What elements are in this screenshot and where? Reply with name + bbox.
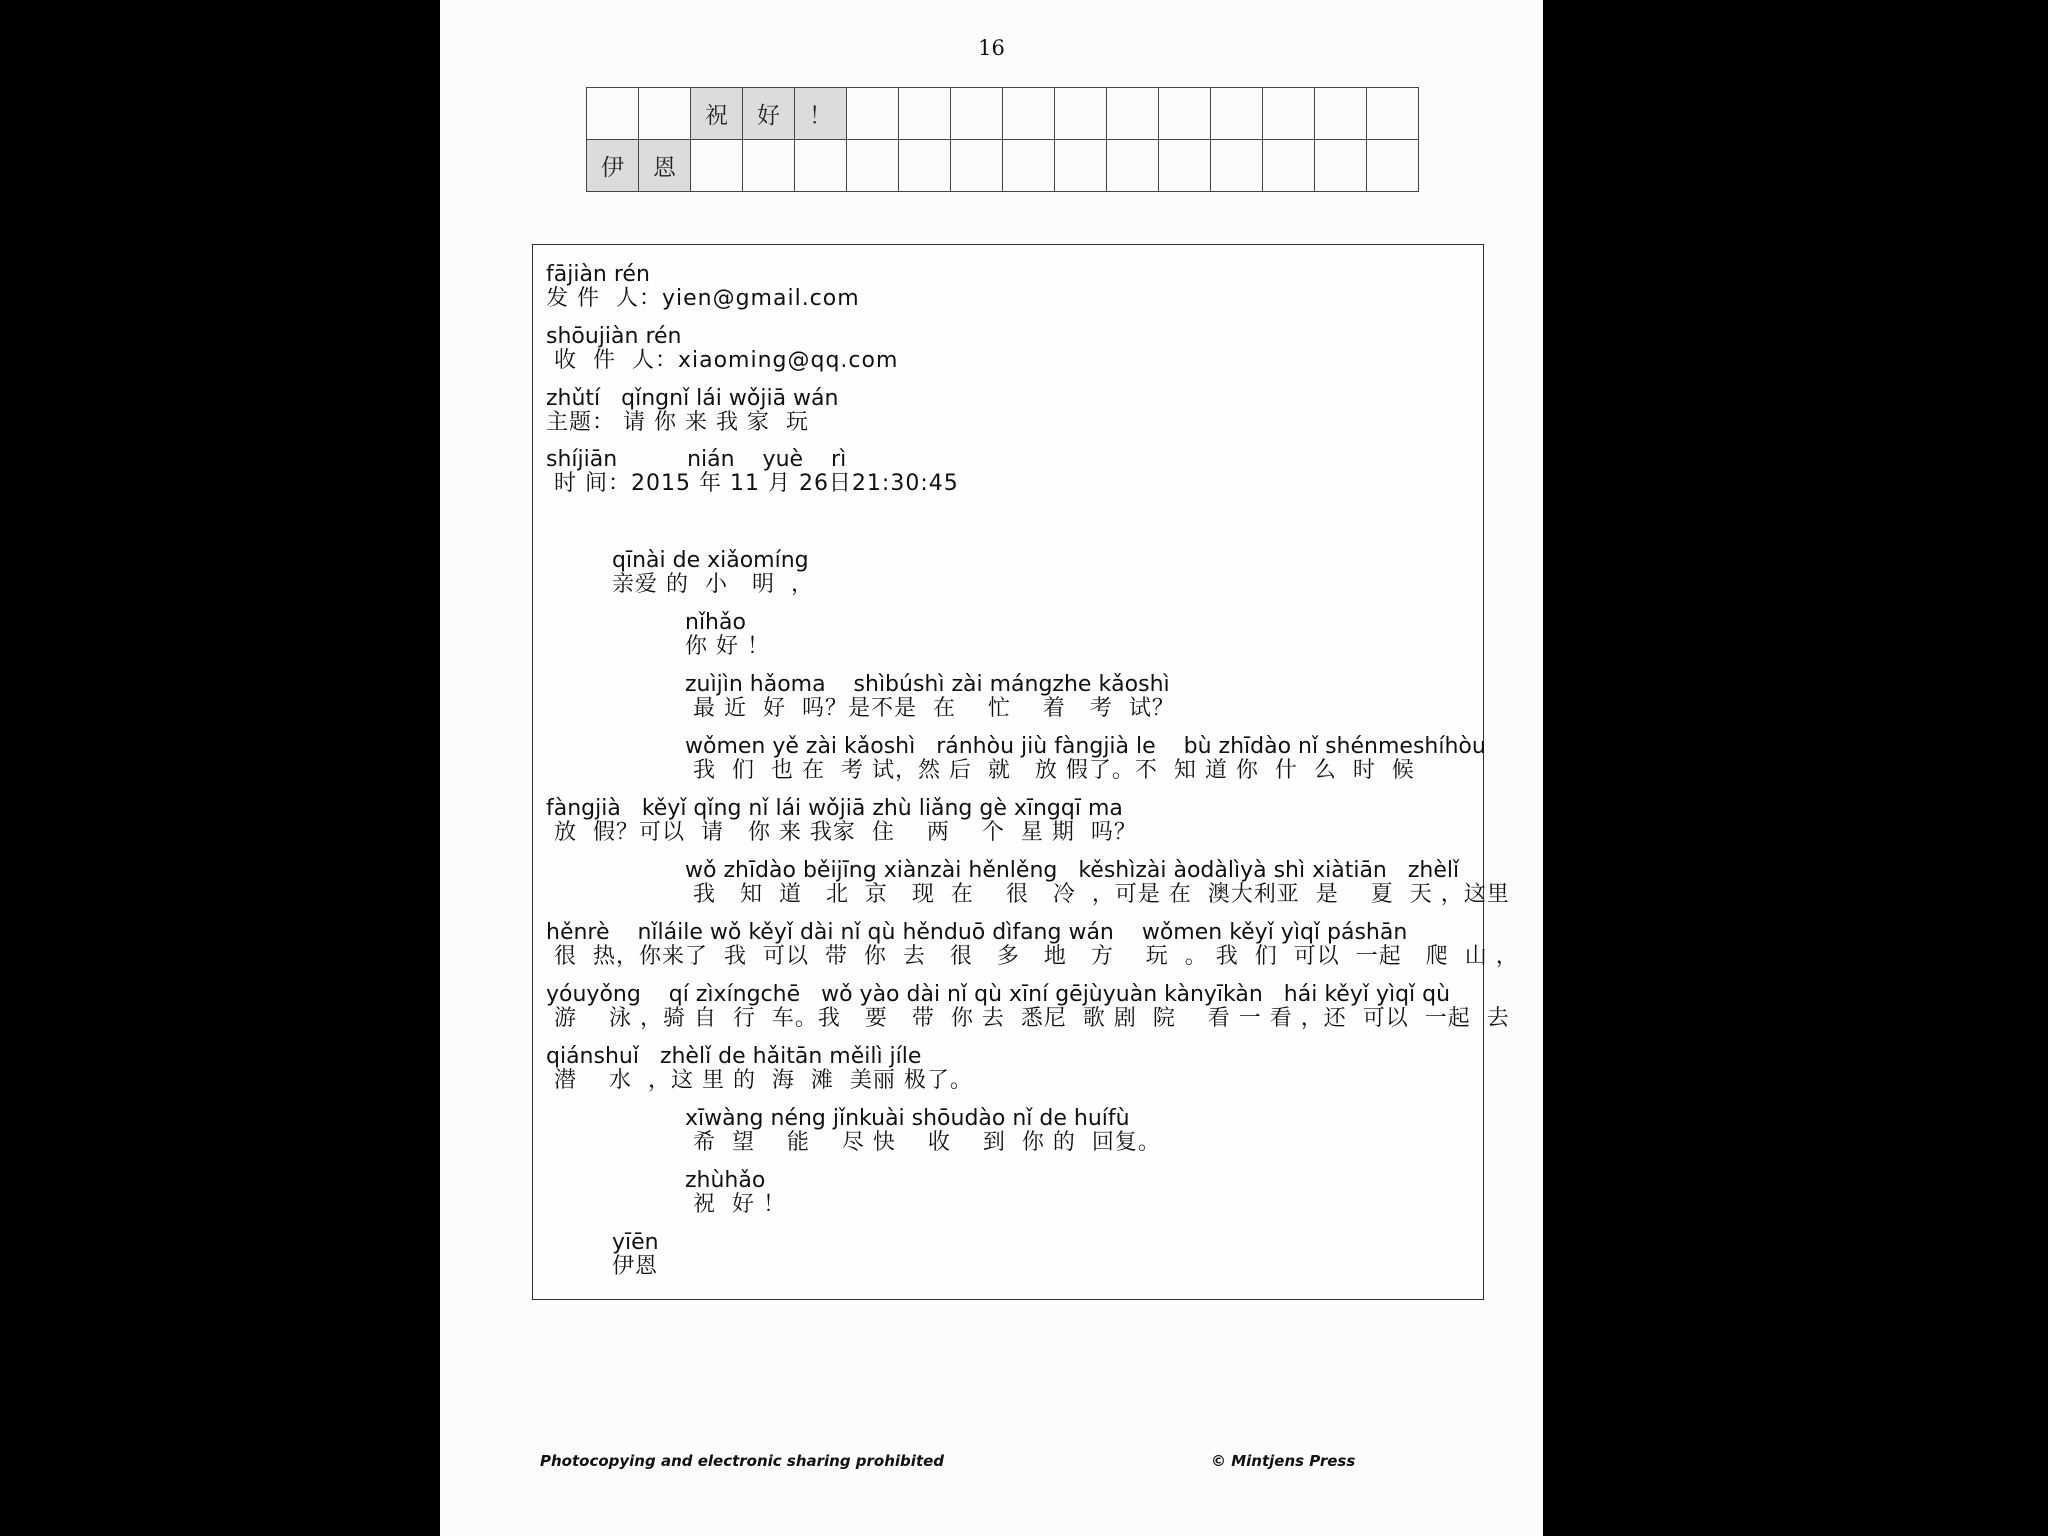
grid-cell — [1107, 140, 1159, 192]
grid-cell — [795, 140, 847, 192]
pinyin-line: yīēn — [612, 1230, 659, 1255]
grid-cell — [1055, 140, 1107, 192]
pinyin-line: hěnrè nǐláile wǒ kěyǐ dài nǐ qù hěnduō dìfang wán wǒmen kěyǐ yìqǐ páshān — [546, 920, 1408, 945]
grid-cell — [691, 140, 743, 192]
grid-cell — [1003, 88, 1055, 140]
grid-cell: 伊 — [587, 140, 639, 192]
text-line: 游 泳 ，骑 自 行 车。我 要 带 你 去 悉尼 歌 剧 院 看 一 看 ，还 可以 一起 去 — [546, 1006, 1510, 1031]
pinyin-line: wǒ zhīdào běijīng xiànzài hěnlěng kěshìzài àodàlìyà shì xiàtiān zhèlǐ — [685, 858, 1460, 883]
grid-cell — [951, 140, 1003, 192]
sender-line: 发 件 人：yien@gmail.com — [546, 286, 860, 311]
grid-cell — [1211, 88, 1263, 140]
text-line: 最 近 好 吗？是不是 在 忙 着 考 试？ — [685, 696, 1175, 721]
pinyin-line: shōujiàn rén — [546, 324, 682, 349]
email-box — [532, 244, 1519, 1300]
pinyin-line: zuìjìn hǎoma shìbúshì zài mángzhe kǎoshì — [685, 672, 1170, 697]
document-page — [440, 0, 1543, 1536]
grid-cell — [899, 140, 951, 192]
pinyin-line: fājiàn rén — [546, 262, 650, 287]
closing-line: 祝 好 ！ — [685, 1192, 786, 1217]
grid-cell — [639, 88, 691, 140]
text-line: 你 好 ！ — [685, 634, 770, 659]
text-line: 很 热，你来了 我 可以 带 你 去 很 多 地 方 玩 。 我 们 可以 一起 爬 山 ， — [546, 944, 1519, 969]
grid-cell — [1003, 140, 1055, 192]
grid-cell: 好 — [743, 88, 795, 140]
grid-cell — [1263, 140, 1315, 192]
pinyin-line: fàngjià kěyǐ qǐng nǐ lái wǒjiā zhù liǎng gè xīngqī ma — [546, 796, 1123, 821]
grid-cell — [1367, 140, 1419, 192]
pinyin-line: xīwàng néng jǐnkuài shōudào nǐ de huífù — [685, 1106, 1130, 1131]
text-line: 潜 水 ，这 里 的 海 滩 美丽 极了。 — [546, 1068, 973, 1093]
text-line: 我 们 也 在 考 试，然 后 就 放 假了。不 知 道 你 什 么 时 候 — [685, 758, 1415, 783]
grid-cell: 祝 — [691, 88, 743, 140]
footer-copy-notice: Photocopying and electronic sharing prohibited — [540, 1452, 945, 1470]
grid-cell — [587, 88, 639, 140]
signature-line: 伊恩 — [612, 1254, 659, 1279]
grid-cell — [1211, 140, 1263, 192]
pinyin-line: qiánshuǐ zhèlǐ de hǎitān měilì jíle — [546, 1044, 922, 1069]
subject-line: 主题： 请 你 来 我 家 玩 — [546, 410, 809, 435]
grid-cell — [1367, 88, 1419, 140]
grid-cell — [847, 140, 899, 192]
grid-cell — [1159, 88, 1211, 140]
pinyin-line: qīnài de xiǎomíng — [612, 548, 809, 573]
grid-cell — [1315, 88, 1367, 140]
recipient-line: 收 件 人：xiaoming@qq.com — [546, 348, 899, 373]
grid-cell: 恩 — [639, 140, 691, 192]
page-number: 16 — [978, 36, 1005, 60]
pinyin-line: nǐhǎo — [685, 610, 746, 635]
pinyin-line: zhǔtí qǐngnǐ lái wǒjiā wán — [546, 386, 839, 411]
grid-cell — [1107, 88, 1159, 140]
time-line: 时 间：2015 年 11 月 26日21:30:45 — [546, 471, 959, 496]
pinyin-line: yóuyǒng qí zìxíngchē wǒ yào dài nǐ qù xīní gējùyuàn kànyīkàn hái kěyǐ yìqǐ qù — [546, 982, 1451, 1007]
grid-cell — [1159, 140, 1211, 192]
text-line: 我 知 道 北 京 现 在 很 冷 ，可是 在 澳大利亚 是 夏 天 ，这里 — [685, 882, 1510, 907]
grid-cell: ！ — [795, 88, 847, 140]
pinyin-line: zhùhǎo — [685, 1168, 766, 1193]
text-line: 放 假？可以 请 你 来 我家 住 两 个 星 期 吗？ — [546, 820, 1137, 845]
text-line: 希 望 能 尽 快 收 到 你 的 回复。 — [685, 1130, 1161, 1155]
grid-cell — [1315, 140, 1367, 192]
footer-publisher: © Mintjens Press — [1211, 1452, 1356, 1470]
grid-cell — [1055, 88, 1107, 140]
writing-grid — [586, 87, 1419, 192]
grid-cell — [743, 140, 795, 192]
grid-cell — [1263, 88, 1315, 140]
grid-cell — [951, 88, 1003, 140]
grid-cell — [899, 88, 951, 140]
grid-cell — [847, 88, 899, 140]
pinyin-line: shíjiān nián yuè rì — [546, 447, 847, 472]
pinyin-line: wǒmen yě zài kǎoshì ránhòu jiù fàngjià le bù zhīdào nǐ shénmeshíhòu — [685, 734, 1486, 759]
greeting-line: 亲爱 的 小 明 ， — [612, 572, 814, 597]
